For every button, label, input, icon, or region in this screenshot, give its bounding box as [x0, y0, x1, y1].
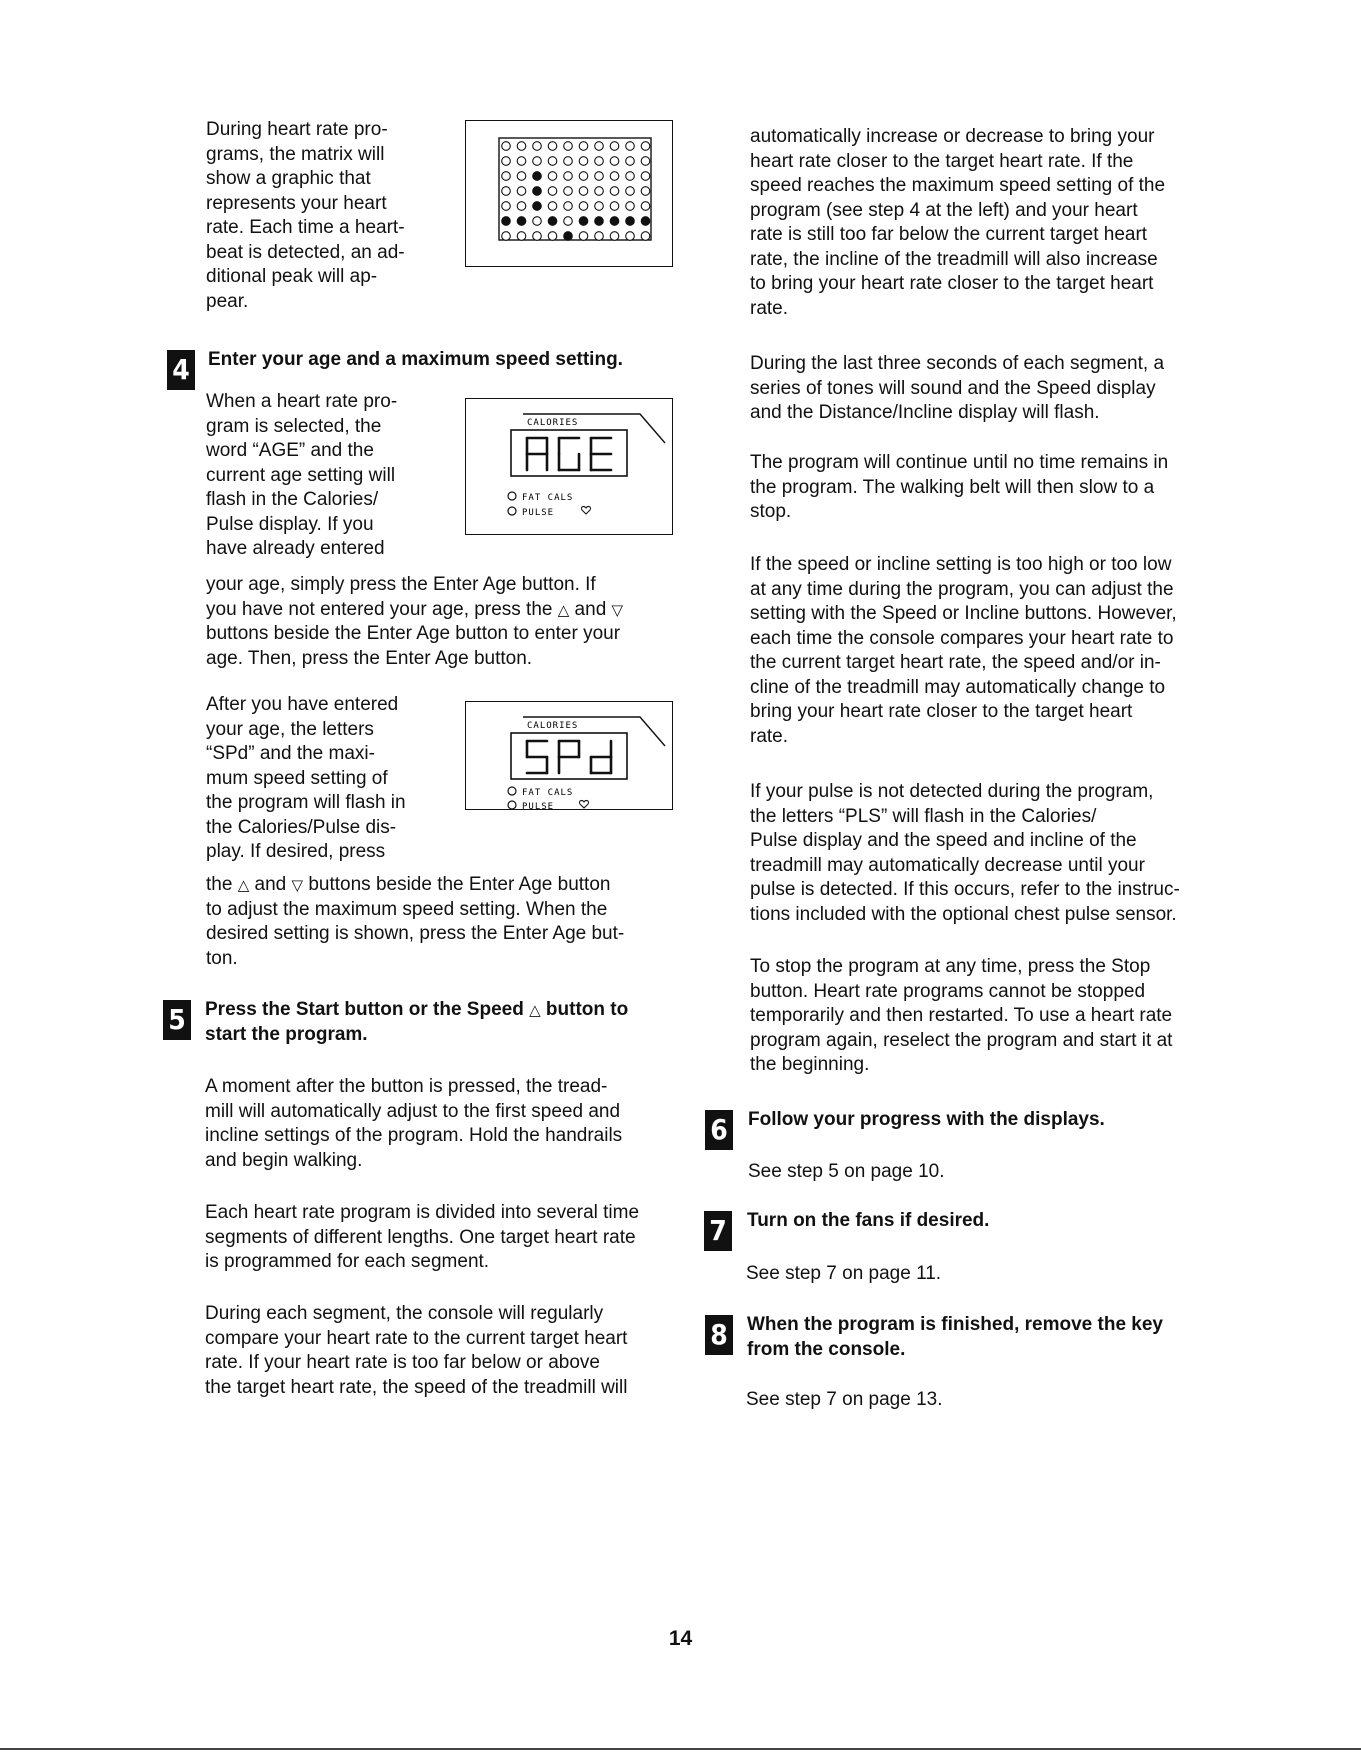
matrix-dot — [517, 201, 526, 210]
right-paragraph-5 — [750, 780, 1230, 927]
lcd-pulse-label: PULSE — [521, 801, 554, 810]
pulse-indicator — [508, 801, 516, 809]
matrix-dot — [548, 216, 557, 225]
text-line: your age, simply press the Enter Age button. If — [206, 574, 596, 595]
text-line: gram is selected, the — [206, 415, 382, 437]
text-line: represents your heart — [206, 192, 387, 214]
matrix-dot — [594, 186, 603, 195]
pulse-indicator — [508, 507, 516, 515]
text-line: pulse is detected. If this occurs, refer to the instruc- — [750, 879, 1180, 900]
intro-paragraph — [206, 118, 446, 314]
matrix-dot — [548, 141, 557, 150]
text-line: rate. If your heart rate is too far below or above — [205, 1352, 600, 1373]
text-line: mum speed setting of — [206, 767, 388, 789]
step-4-title: Enter your age and a maximum speed setting. — [208, 349, 623, 370]
text-line: After you have entered — [206, 694, 399, 715]
text-line: current age setting will — [206, 464, 396, 486]
matrix-dot — [610, 201, 619, 210]
text-fragment: the — [206, 874, 238, 895]
step-8-text: See step 7 on page 13. — [746, 1389, 943, 1410]
text-line: series of tones will sound and the Speed display — [750, 377, 1156, 399]
matrix-dot — [501, 201, 510, 210]
text-line: To stop the program at any time, press the Stop — [750, 956, 1151, 977]
matrix-dot — [517, 231, 526, 240]
right-paragraph-6 — [750, 955, 1230, 1078]
text-line: tions included with the optional chest pulse sensor. — [750, 903, 1177, 925]
matrix-dot — [641, 186, 650, 195]
step-4-badge: 4 — [167, 350, 195, 390]
text-line: automatically increase or decrease to bring your — [750, 126, 1155, 147]
text-line: setting with the Speed or Incline buttons. However, — [750, 603, 1177, 624]
step-5-paragraph-1 — [205, 1075, 685, 1173]
text-line: at any time during the program, you can adjust the — [750, 578, 1174, 600]
lcd-pulse-label: PULSE — [521, 507, 554, 518]
text-line: the letters “PLS” will flash in the Calories/ — [750, 805, 1097, 827]
text-line: treadmill may automatically decrease until your — [750, 854, 1145, 876]
matrix-dot — [501, 231, 510, 240]
spd-lcd-graphic — [465, 701, 673, 810]
matrix-dot — [594, 156, 603, 165]
matrix-dot — [594, 216, 603, 225]
matrix-dot — [579, 216, 588, 225]
text-line: from the console. — [747, 1338, 906, 1360]
matrix-dot — [517, 216, 526, 225]
matrix-dot — [548, 231, 557, 240]
text-fragment: and — [249, 874, 292, 895]
matrix-dot — [517, 141, 526, 150]
text-line: to bring your heart rate closer to the target heart — [750, 273, 1154, 294]
matrix-dot — [548, 171, 557, 180]
step-6-badge: 6 — [705, 1110, 733, 1150]
text-line: stop. — [750, 501, 792, 522]
text-line: the target heart rate, the speed of the treadmill will — [205, 1376, 628, 1398]
lcd-calories-label: CALORIES — [526, 417, 578, 428]
text-line: to adjust the maximum speed setting. When the — [206, 898, 608, 920]
text-line: beat is detected, an ad- — [206, 241, 405, 263]
text-line: buttons beside the Enter Age button to enter your — [206, 623, 621, 644]
text-line: button. Heart rate programs cannot be stopped — [750, 980, 1146, 1002]
matrix-dot — [625, 231, 634, 240]
step-6-title: Follow your progress with the displays. — [748, 1109, 1105, 1130]
text-line — [206, 598, 686, 623]
text-fragment: and — [569, 598, 612, 620]
text-line: the beginning. — [750, 1054, 870, 1075]
text-line: start the program. — [205, 1023, 368, 1045]
text-line: flash in the Calories/ — [206, 489, 379, 510]
text-line: and begin walking. — [205, 1149, 363, 1171]
matrix-dot — [610, 186, 619, 195]
matrix-dot — [548, 201, 557, 210]
text-line: A moment after the button is pressed, the tread- — [205, 1076, 608, 1097]
matrix-dot — [563, 171, 572, 180]
right-paragraph-4 — [750, 553, 1230, 749]
text-line: compare your heart rate to the current target heart — [205, 1327, 628, 1349]
step-4-paragraph-1 — [206, 390, 446, 562]
matrix-dot — [532, 156, 541, 165]
up-triangle-icon: △ — [237, 876, 250, 894]
text-line: program again, reselect the program and start it at — [750, 1029, 1173, 1051]
text-line: temporarily and then restarted. To use a heart rate — [750, 1005, 1173, 1026]
text-line: ditional peak will ap- — [206, 266, 378, 287]
matrix-dot — [610, 156, 619, 165]
text-line: pear. — [206, 290, 249, 312]
text-line: incline settings of the program. Hold the handrails — [205, 1125, 623, 1146]
lcd-calories-label: CALORIES — [526, 720, 578, 731]
dot-matrix-graphic — [465, 120, 673, 267]
matrix-dot — [563, 156, 572, 165]
matrix-dot — [594, 141, 603, 150]
text-line: grams, the matrix will — [206, 143, 385, 165]
matrix-dot — [579, 141, 588, 150]
right-paragraph-2 — [750, 352, 1230, 426]
step-4-paragraph-1-tail — [206, 573, 686, 671]
text-fragment: buttons beside the Enter Age button — [303, 874, 611, 895]
text-line: speed reaches the maximum speed setting of the — [750, 175, 1166, 196]
age-lcd-figure — [465, 398, 673, 535]
matrix-dot — [501, 186, 510, 195]
text-line: mill will automatically adjust to the first speed and — [205, 1100, 621, 1122]
step-5-title — [205, 998, 685, 1047]
matrix-dot — [517, 186, 526, 195]
matrix-dot — [610, 171, 619, 180]
text-line: heart rate closer to the target heart rate. If the — [750, 150, 1134, 172]
step-8-title — [747, 1313, 1227, 1362]
text-line: rate is still too far below the current target heart — [750, 224, 1148, 245]
matrix-dot — [579, 231, 588, 240]
matrix-dot — [532, 171, 541, 180]
down-triangle-icon: ▽ — [611, 600, 624, 619]
matrix-dot — [563, 141, 572, 150]
matrix-dot — [563, 216, 572, 225]
text-line: Pulse display. If you — [206, 513, 374, 535]
spd-lcd-digits — [527, 741, 611, 773]
step-7-title: Turn on the fans if desired. — [747, 1210, 990, 1231]
matrix-dot — [501, 216, 510, 225]
heart-icon — [579, 800, 588, 807]
matrix-dot — [548, 156, 557, 165]
matrix-dot — [532, 201, 541, 210]
text-line — [206, 873, 686, 898]
step-7-text: See step 7 on page 11. — [746, 1263, 942, 1284]
matrix-dot — [625, 201, 634, 210]
lcd-fat-cals-label: FAT CALS — [521, 492, 573, 503]
text-line: During the last three seconds of each segment, a — [750, 353, 1165, 374]
step-6-text: See step 5 on page 10. — [748, 1161, 945, 1182]
matrix-dot — [625, 141, 634, 150]
text-line: and the Distance/Incline display will flash. — [750, 402, 1100, 423]
step-4-paragraph-2-tail — [206, 873, 686, 971]
spd-lcd-figure — [465, 701, 673, 810]
matrix-dot — [579, 156, 588, 165]
text-line: age. Then, press the Enter Age button. — [206, 647, 533, 669]
matrix-dot — [563, 201, 572, 210]
text-fragment: you have not entered your age, press the — [206, 598, 558, 620]
matrix-dot — [641, 141, 650, 150]
matrix-dot — [501, 156, 510, 165]
step-7-badge: 7 — [704, 1211, 732, 1251]
age-lcd-graphic — [465, 398, 673, 535]
matrix-dot — [641, 231, 650, 240]
lcd-fat-cals-label: FAT CALS — [521, 787, 573, 798]
up-triangle-icon: △ — [529, 1001, 541, 1019]
matrix-dot — [625, 216, 634, 225]
page-number: 14 — [668, 1627, 693, 1650]
step-5-paragraph-2 — [205, 1201, 685, 1275]
text-line: the program will flash in — [206, 792, 406, 813]
text-line: the program. The walking belt will then slow to a — [750, 476, 1155, 498]
text-line: rate. — [750, 297, 789, 319]
text-line: have already entered — [206, 538, 385, 559]
matrix-dot — [625, 171, 634, 180]
heart-icon — [581, 506, 590, 513]
matrix-dot — [579, 186, 588, 195]
text-line: segments of different lengths. One target heart rate — [205, 1226, 636, 1248]
text-line: When a heart rate pro- — [206, 391, 398, 412]
fat-cals-indicator — [508, 492, 516, 500]
text-line: rate. — [750, 725, 789, 747]
text-line: If the speed or incline setting is too high or too low — [750, 554, 1172, 575]
text-fragment: button to — [540, 999, 629, 1020]
matrix-dot — [641, 216, 650, 225]
step-8-badge: 8 — [705, 1315, 733, 1355]
text-line: The program will continue until no time remains in — [750, 452, 1169, 473]
text-line: the Calories/Pulse dis- — [206, 816, 397, 838]
text-line: During heart rate pro- — [206, 119, 388, 140]
step-4-paragraph-2 — [206, 693, 446, 865]
text-line: “SPd” and the maxi- — [206, 743, 375, 764]
text-line: rate. Each time a heart- — [206, 217, 405, 238]
text-line: ton. — [206, 947, 238, 969]
fat-cals-indicator — [508, 787, 516, 795]
matrix-dot — [594, 171, 603, 180]
matrix-dot — [501, 141, 510, 150]
text-line: Each heart rate program is divided into several time — [205, 1202, 640, 1223]
text-line: the current target heart rate, the speed and/or in- — [750, 652, 1161, 673]
text-line: word “AGE” and the — [206, 440, 374, 461]
matrix-dot — [532, 141, 541, 150]
text-line: Pulse display and the speed and incline of the — [750, 830, 1137, 851]
matrix-dot — [563, 186, 572, 195]
text-line — [205, 998, 685, 1023]
step-5-badge: 5 — [163, 1000, 191, 1040]
matrix-dot — [532, 186, 541, 195]
matrix-dot — [610, 141, 619, 150]
matrix-dot — [610, 231, 619, 240]
matrix-dot — [532, 216, 541, 225]
matrix-dot — [548, 186, 557, 195]
text-line: cline of the treadmill may automatically change to — [750, 676, 1166, 698]
down-triangle-icon: ▽ — [291, 876, 304, 894]
matrix-dot — [625, 156, 634, 165]
text-line: program (see step 4 at the left) and your heart — [750, 199, 1138, 221]
matrix-dot — [517, 171, 526, 180]
text-line: rate, the incline of the treadmill will also increase — [750, 248, 1158, 270]
matrix-dot — [501, 171, 510, 180]
matrix-dot — [517, 156, 526, 165]
right-paragraph-1 — [750, 125, 1230, 321]
text-line: each time the console compares your heart rate to — [750, 627, 1174, 649]
text-fragment: Press the Start button or the Speed — [205, 999, 530, 1020]
text-line: If your pulse is not detected during the program, — [750, 781, 1154, 802]
matrix-dot — [579, 201, 588, 210]
matrix-dot — [610, 216, 619, 225]
step-5-paragraph-3 — [205, 1302, 685, 1400]
text-line: bring your heart rate closer to the target heart — [750, 701, 1133, 722]
matrix-dot — [641, 156, 650, 165]
matrix-dot — [532, 231, 541, 240]
matrix-display-figure — [465, 120, 673, 267]
text-line: When the program is finished, remove the key — [747, 1314, 1163, 1335]
right-paragraph-3 — [750, 451, 1230, 525]
text-line: play. If desired, press — [206, 841, 386, 862]
matrix-dot — [625, 186, 634, 195]
bottom-edge-line — [0, 1748, 1361, 1750]
text-line: During each segment, the console will regularly — [205, 1303, 604, 1324]
matrix-dot — [641, 201, 650, 210]
up-triangle-icon: △ — [557, 600, 570, 619]
matrix-dot — [579, 171, 588, 180]
text-line: show a graphic that — [206, 168, 371, 189]
matrix-dot — [594, 231, 603, 240]
matrix-dot — [594, 201, 603, 210]
age-lcd-digits — [527, 438, 611, 470]
matrix-dot — [563, 231, 572, 240]
text-line: your age, the letters — [206, 718, 374, 740]
text-line: is programmed for each segment. — [205, 1251, 490, 1272]
text-line: desired setting is shown, press the Enter Age but- — [206, 923, 625, 944]
matrix-dot — [641, 171, 650, 180]
